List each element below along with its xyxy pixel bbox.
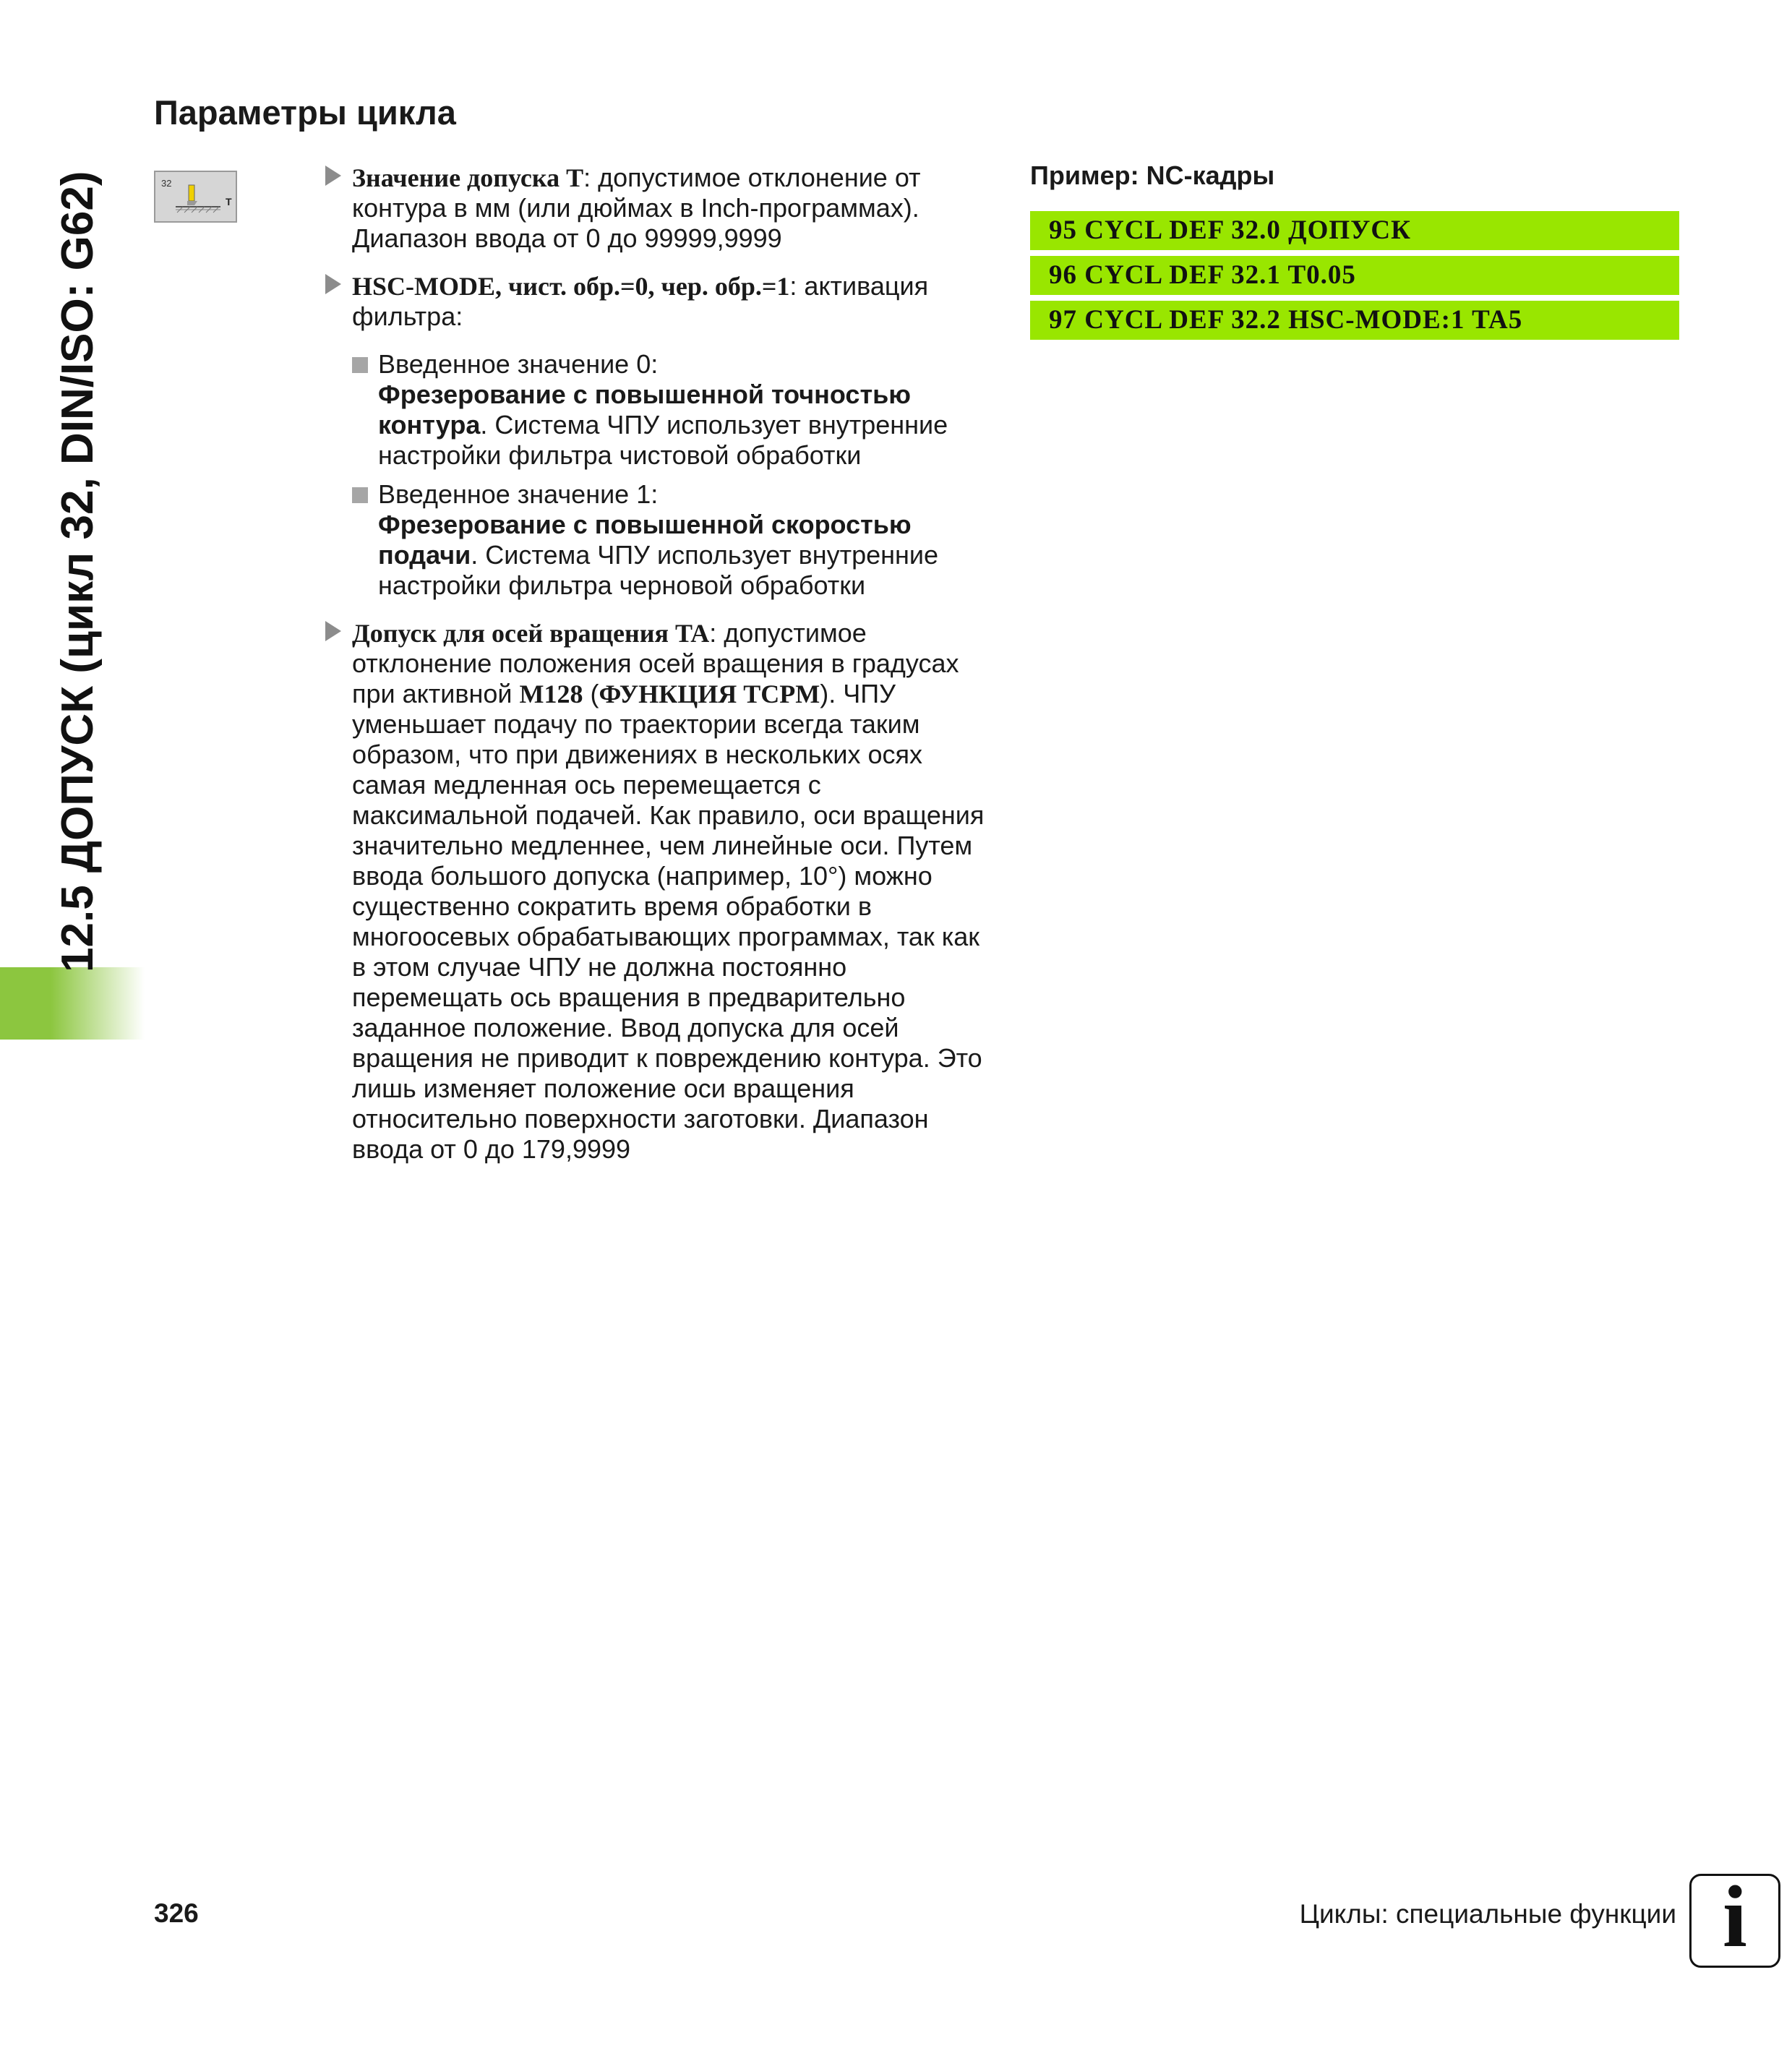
info-symbol: i	[1723, 1868, 1747, 1966]
tcpm-function: ФУНКЦИЯ TCPM	[599, 680, 820, 708]
param-name: Значение допуска T	[352, 163, 584, 192]
nc-block-line: 97 CYCL DEF 32.2 HSC-MODE:1 TA5	[1030, 301, 1679, 340]
nc-example	[1030, 160, 1679, 346]
param-name: Допуск для осей вращения TA	[352, 619, 710, 648]
cycle-icon-letter: T	[226, 196, 232, 207]
chapter-side-title: 12.5 ДОПУСК (цикл 32, DIN/ISO: G62)	[53, 171, 103, 972]
m128-code: M128	[519, 680, 583, 708]
footer-section-title: Циклы: специальные функции	[1299, 1899, 1676, 1929]
param-description: : допустимое отклонение от контура в мм (или дюймах в Inch-программах). Диапазон ввода от 0 до 99999,9999	[352, 163, 921, 253]
page-number: 326	[154, 1898, 199, 1928]
nc-block-line: 95 CYCL DEF 32.0 ДОПУСК	[1030, 211, 1679, 250]
bullet-square-icon	[352, 487, 368, 503]
param-description-b: ). ЧПУ уменьшает подачу по траектории всегда таким образом, что при движениях в нескольких осях самая медленная ось перемещается с максимальной подачей. Как правило, оси вращения значительно медленнее, чем линейные оси. Путем ввода большого допуска (например, 10°) можно существенно сократить время обработки в многоосевых обрабатывающих программах, так как в этом случае ЧПУ не должна постоянно перемещать ось вращения в предварительно заданное положение. Ввод допуска для осей вращения не приводит к повреждению контура. Это лишь изменяет положение оси вращения относительно поверхности заготовки. Диапазон ввода от 0 до 179,9999	[352, 679, 985, 1164]
bullet-arrow-icon	[325, 166, 341, 186]
option-mode-name: Фрезерование с повышенной скоростью подачи	[378, 510, 912, 570]
example-title: Пример: NC-кадры	[1030, 160, 1275, 190]
param-description: : активация фильтра:	[352, 271, 929, 331]
parameter-list	[325, 163, 998, 1182]
option-description: . Система ЧПУ использует внутренние настройки фильтра чистовой обработки	[378, 410, 948, 470]
option-label: Введенное значение 1:	[378, 479, 659, 509]
option-mode-name: Фрезерование с повышенной точностью контура	[378, 380, 911, 440]
cycle-32-tolerance-icon	[154, 171, 237, 223]
param-tolerance-t	[325, 163, 998, 254]
bullet-square-icon	[352, 357, 368, 373]
page-title: Параметры цикла	[154, 93, 456, 132]
param-name: HSC-MODE, чист. обр.=0, чер. обр.=1	[352, 272, 790, 301]
param-rotary-tolerance-ta	[325, 618, 998, 1165]
bullet-arrow-icon	[325, 274, 341, 294]
cycle-icon-number: 32	[161, 178, 172, 189]
param-hsc-mode	[325, 271, 998, 601]
option-label: Введенное значение 0:	[378, 349, 659, 379]
info-icon	[1689, 1868, 1780, 1968]
option-description: . Система ЧПУ использует внутренние настройки фильтра черновой обработки	[378, 540, 939, 600]
param-description-a: : допустимое отклонение положения осей вращения в градусах при активной	[352, 618, 959, 708]
chapter-accent-bar	[0, 967, 145, 1040]
bullet-arrow-icon	[325, 621, 341, 641]
option-value-1	[352, 479, 998, 601]
nc-block-line: 96 CYCL DEF 32.1 T0.05	[1030, 256, 1679, 295]
option-value-0	[352, 349, 998, 471]
paren-open: (	[583, 679, 599, 708]
